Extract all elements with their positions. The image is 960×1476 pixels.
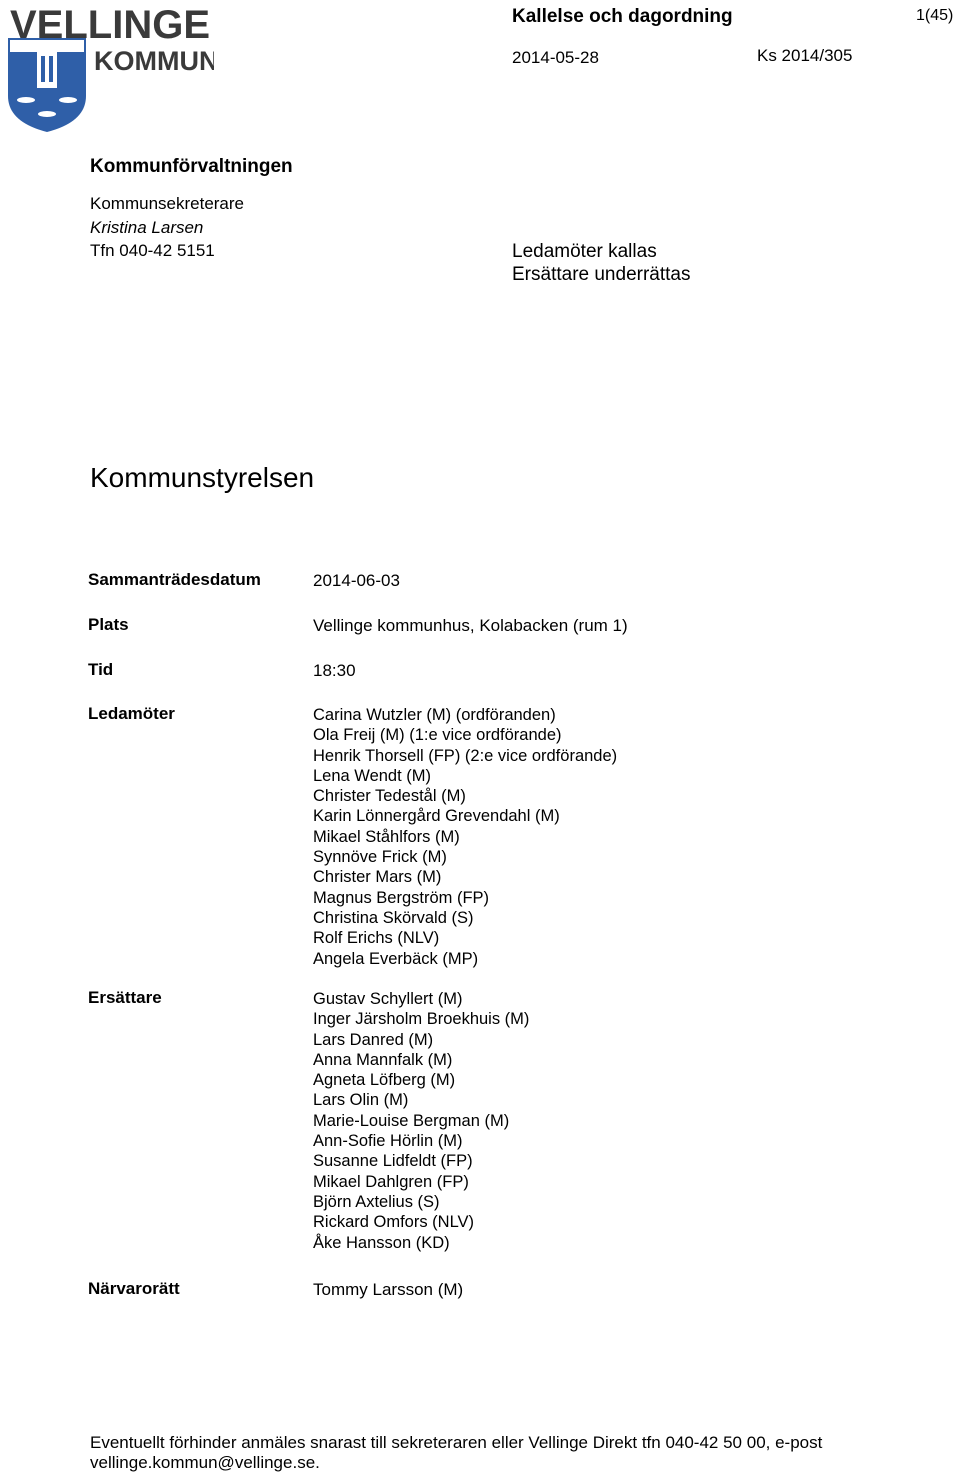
members-list <box>313 705 617 969</box>
sender-name: Kristina Larsen <box>90 218 204 237</box>
substitute-item: Inger Järsholm Broekhuis (M) <box>313 1010 530 1029</box>
substitute-item: Lars Danred (M) <box>313 1030 434 1049</box>
member-item: Carina Wutzler (M) (ordföranden) <box>313 706 556 724</box>
member-item: Angela Everbäck (MP) <box>313 949 479 968</box>
notice-substitutes: Ersättare underrättas <box>512 264 691 285</box>
place-label: Plats <box>88 615 129 634</box>
member-item: Magnus Bergström (FP) <box>313 888 490 907</box>
meeting-date-label: Sammanträdesdatum <box>88 570 261 589</box>
substitute-item: Anna Mannfalk (M) <box>313 1050 453 1069</box>
document-date: 2014-05-28 <box>512 48 599 67</box>
members-label: Ledamöter <box>88 704 175 723</box>
meeting-body-title: Kommunstyrelsen <box>90 462 315 493</box>
substitute-item: Mikael Dahlgren (FP) <box>313 1172 469 1191</box>
time-label: Tid <box>88 660 114 679</box>
document-title: Kallelse och dagordning <box>512 6 733 27</box>
substitute-item: Gustav Schyllert (M) <box>313 990 463 1008</box>
substitute-item: Åke Hansson (KD) <box>313 1233 450 1252</box>
place-value: Vellinge kommunhus, Kolabacken (rum 1) <box>313 616 628 635</box>
substitutes-list <box>313 989 529 1253</box>
substitute-item: Björn Axtelius (S) <box>313 1192 440 1211</box>
substitute-item: Rickard Omfors (NLV) <box>313 1213 475 1232</box>
member-item: Henrik Thorsell (FP) (2:e vice ordförande) <box>313 746 618 765</box>
time-value: 18:30 <box>313 661 356 680</box>
member-item: Lena Wendt (M) <box>313 766 431 785</box>
substitute-item: Susanne Lidfeldt (FP) <box>313 1152 473 1171</box>
logo-wordmark-bottom: KOMMUN <box>94 46 214 76</box>
meeting-date-value: 2014-06-03 <box>313 571 400 590</box>
sender-phone: Tfn 040-42 5151 <box>90 241 215 260</box>
member-item: Karin Lönnergård Grevendahl (M) <box>313 807 560 826</box>
presence-label: Närvarorätt <box>88 1279 180 1298</box>
coat-of-arms-icon <box>4 4 214 134</box>
member-item: Synnöve Frick (M) <box>313 848 447 867</box>
member-item: Christer Tedestål (M) <box>313 787 466 806</box>
vellinge-kommun-logo <box>4 4 214 134</box>
footer-note: Eventuellt förhinder anmäles snarast till sekreteraren eller Vellinge Direkt tfn 040-42 50 00, e-post vellinge.kommun@vellinge.se. <box>90 1433 823 1472</box>
notice-members: Ledamöter kallas <box>512 241 657 262</box>
substitute-item: Agneta Löfberg (M) <box>313 1071 456 1090</box>
substitutes-label: Ersättare <box>88 988 162 1007</box>
substitute-item: Ann-Sofie Hörlin (M) <box>313 1132 463 1151</box>
case-reference: Ks 2014/305 <box>757 46 853 65</box>
logo-wordmark-top: VELLINGE <box>10 4 211 47</box>
sender-role: Kommunsekreterare <box>90 194 245 213</box>
member-item: Ola Freij (M) (1:e vice ordförande) <box>313 726 562 745</box>
member-item: Mikael Ståhlfors (M) <box>313 827 460 846</box>
sender-department: Kommunförvaltningen <box>90 156 293 177</box>
substitute-item: Marie-Louise Bergman (M) <box>313 1111 510 1130</box>
substitute-item: Lars Olin (M) <box>313 1091 409 1110</box>
member-item: Christina Skörvald (S) <box>313 908 474 927</box>
member-item: Christer Mars (M) <box>313 868 442 887</box>
member-item: Rolf Erichs (NLV) <box>313 929 440 948</box>
page-number: 1(45) <box>916 7 954 24</box>
presence-value: Tommy Larsson (M) <box>313 1280 464 1299</box>
